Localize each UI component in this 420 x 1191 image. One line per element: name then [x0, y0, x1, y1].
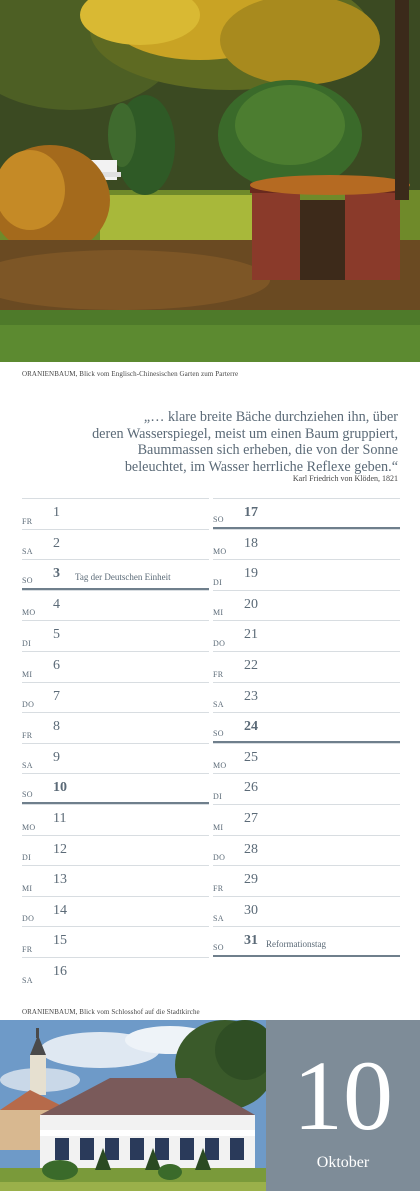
weekday-label: MI: [22, 883, 33, 893]
holiday-label: Tag der Deutschen Einheit: [75, 572, 171, 583]
calendar-day-row: [213, 498, 400, 529]
quote: [18, 409, 398, 475]
weekday-label: SA: [22, 975, 33, 985]
weekday-label: DO: [213, 638, 226, 648]
weekday-label: MI: [213, 822, 224, 832]
calendar-day-row: [22, 498, 209, 529]
calendar-day-row: [22, 590, 209, 621]
day-number: 22: [244, 657, 258, 673]
weekday-label: FR: [22, 516, 33, 526]
weekday-label: SO: [213, 514, 224, 524]
weekday-label: MO: [22, 822, 36, 832]
day-number: 28: [244, 841, 258, 857]
month-number: 10: [293, 1040, 393, 1151]
weekday-label: SA: [22, 547, 33, 557]
calendar-column-right: [213, 498, 400, 957]
calendar-day-row: [213, 804, 400, 835]
day-number: 7: [53, 688, 60, 704]
weekday-label: DI: [213, 791, 223, 801]
weekday-label: DO: [22, 914, 35, 924]
day-number: 11: [53, 810, 67, 826]
calendar-day-row: [213, 529, 400, 560]
calendar-day-row: [22, 896, 209, 927]
calendar-day-row: [213, 620, 400, 651]
quote-line: beleuchtet, im Wasser herrliche Reflexe geben.“: [124, 458, 398, 475]
calendar-day-row: [213, 743, 400, 774]
top-photo-caption: ORANIENBAUM, Blick vom Englisch-Chinesischen Garten zum Parterre: [22, 370, 239, 378]
weekday-label: MO: [213, 547, 227, 557]
weekday-label: DO: [213, 853, 226, 863]
calendar-day-row: [22, 559, 209, 590]
weekday-label: SA: [213, 700, 224, 710]
day-number: 10: [53, 780, 67, 796]
calendar-day-row: [22, 529, 209, 560]
day-number: 27: [244, 810, 258, 826]
weekday-label: MI: [22, 669, 33, 679]
day-number: 31: [244, 933, 258, 949]
day-number: 23: [244, 688, 258, 704]
calendar-day-row: [213, 712, 400, 743]
weekday-label: MI: [213, 608, 224, 618]
day-number: 3: [53, 566, 60, 582]
calendar-day-row: [22, 957, 209, 988]
calendar-day-row: [22, 712, 209, 743]
weekday-label: SO: [213, 942, 224, 952]
calendar-column-left: [22, 498, 209, 988]
day-number: 25: [244, 749, 258, 765]
day-number: 15: [53, 933, 67, 949]
day-number: 17: [244, 505, 258, 520]
calendar-day-row: [213, 590, 400, 621]
weekday-label: MO: [213, 761, 227, 771]
calendar-day-row: [22, 620, 209, 651]
quote-line: „… klare breite Bäche durchziehen ihn, über: [143, 409, 398, 425]
day-number: 6: [53, 657, 60, 673]
day-number: 29: [244, 872, 258, 888]
calendar-day-row: [213, 651, 400, 682]
weekday-label: DI: [213, 577, 223, 587]
day-number: 9: [53, 749, 60, 765]
weekday-label: MO: [22, 608, 36, 618]
month-panel: [266, 1020, 420, 1191]
calendar-day-row: [213, 865, 400, 896]
weekday-label: DO: [22, 700, 35, 710]
calendar-day-row: [213, 559, 400, 590]
day-number: 18: [244, 535, 258, 551]
weekday-label: FR: [213, 669, 224, 679]
calendar-day-row: [213, 896, 400, 927]
calendar-day-row: [22, 651, 209, 682]
palace-photo: [0, 1020, 266, 1191]
day-number: 14: [53, 902, 67, 918]
bottom-photo-caption: ORANIENBAUM, Blick vom Schlosshof auf die Stadtkirche: [22, 1008, 200, 1016]
quote-author: Karl Friedrich von Klöden, 1821: [292, 474, 398, 483]
day-number: 19: [244, 566, 258, 582]
calendar-day-row: [22, 682, 209, 713]
garden-photo: [0, 0, 420, 362]
day-number: 1: [53, 505, 60, 520]
weekday-label: SA: [22, 761, 33, 771]
holiday-label: Reformationstag: [266, 939, 326, 950]
day-number: 12: [53, 841, 67, 857]
weekday-label: SO: [213, 728, 224, 738]
calendar-day-row: [22, 835, 209, 866]
calendar-day-row: [213, 926, 400, 957]
weekday-label: SO: [22, 789, 33, 799]
weekday-label: FR: [213, 883, 224, 893]
calendar-day-row: [22, 926, 209, 957]
calendar-day-row: [213, 835, 400, 866]
day-number: 5: [53, 627, 60, 643]
quote-line: Baummassen sich erheben, die von der Sonne: [137, 442, 398, 458]
calendar-day-row: [22, 865, 209, 896]
quote-line: deren Wasserspiegel, meist um einen Baum gruppiert,: [92, 425, 398, 442]
calendar-day-row: [22, 773, 209, 804]
weekday-label: FR: [22, 730, 33, 740]
calendar-day-row: [213, 682, 400, 713]
day-number: 2: [53, 535, 60, 551]
calendar-day-row: [22, 804, 209, 835]
weekday-label: SO: [22, 575, 33, 585]
day-number: 8: [53, 719, 60, 735]
day-number: 26: [244, 780, 258, 796]
day-number: 21: [244, 627, 258, 643]
day-number: 20: [244, 596, 258, 612]
day-number: 24: [244, 719, 258, 735]
calendar-day-row: [22, 743, 209, 774]
weekday-label: DI: [22, 853, 32, 863]
day-number: 4: [53, 596, 60, 612]
calendar-day-row: [213, 773, 400, 804]
month-name: Oktober: [316, 1154, 370, 1171]
weekday-label: DI: [22, 638, 32, 648]
day-number: 13: [53, 872, 67, 888]
day-number: 30: [244, 902, 258, 918]
day-number: 16: [53, 963, 67, 979]
weekday-label: FR: [22, 944, 33, 954]
weekday-label: SA: [213, 914, 224, 924]
